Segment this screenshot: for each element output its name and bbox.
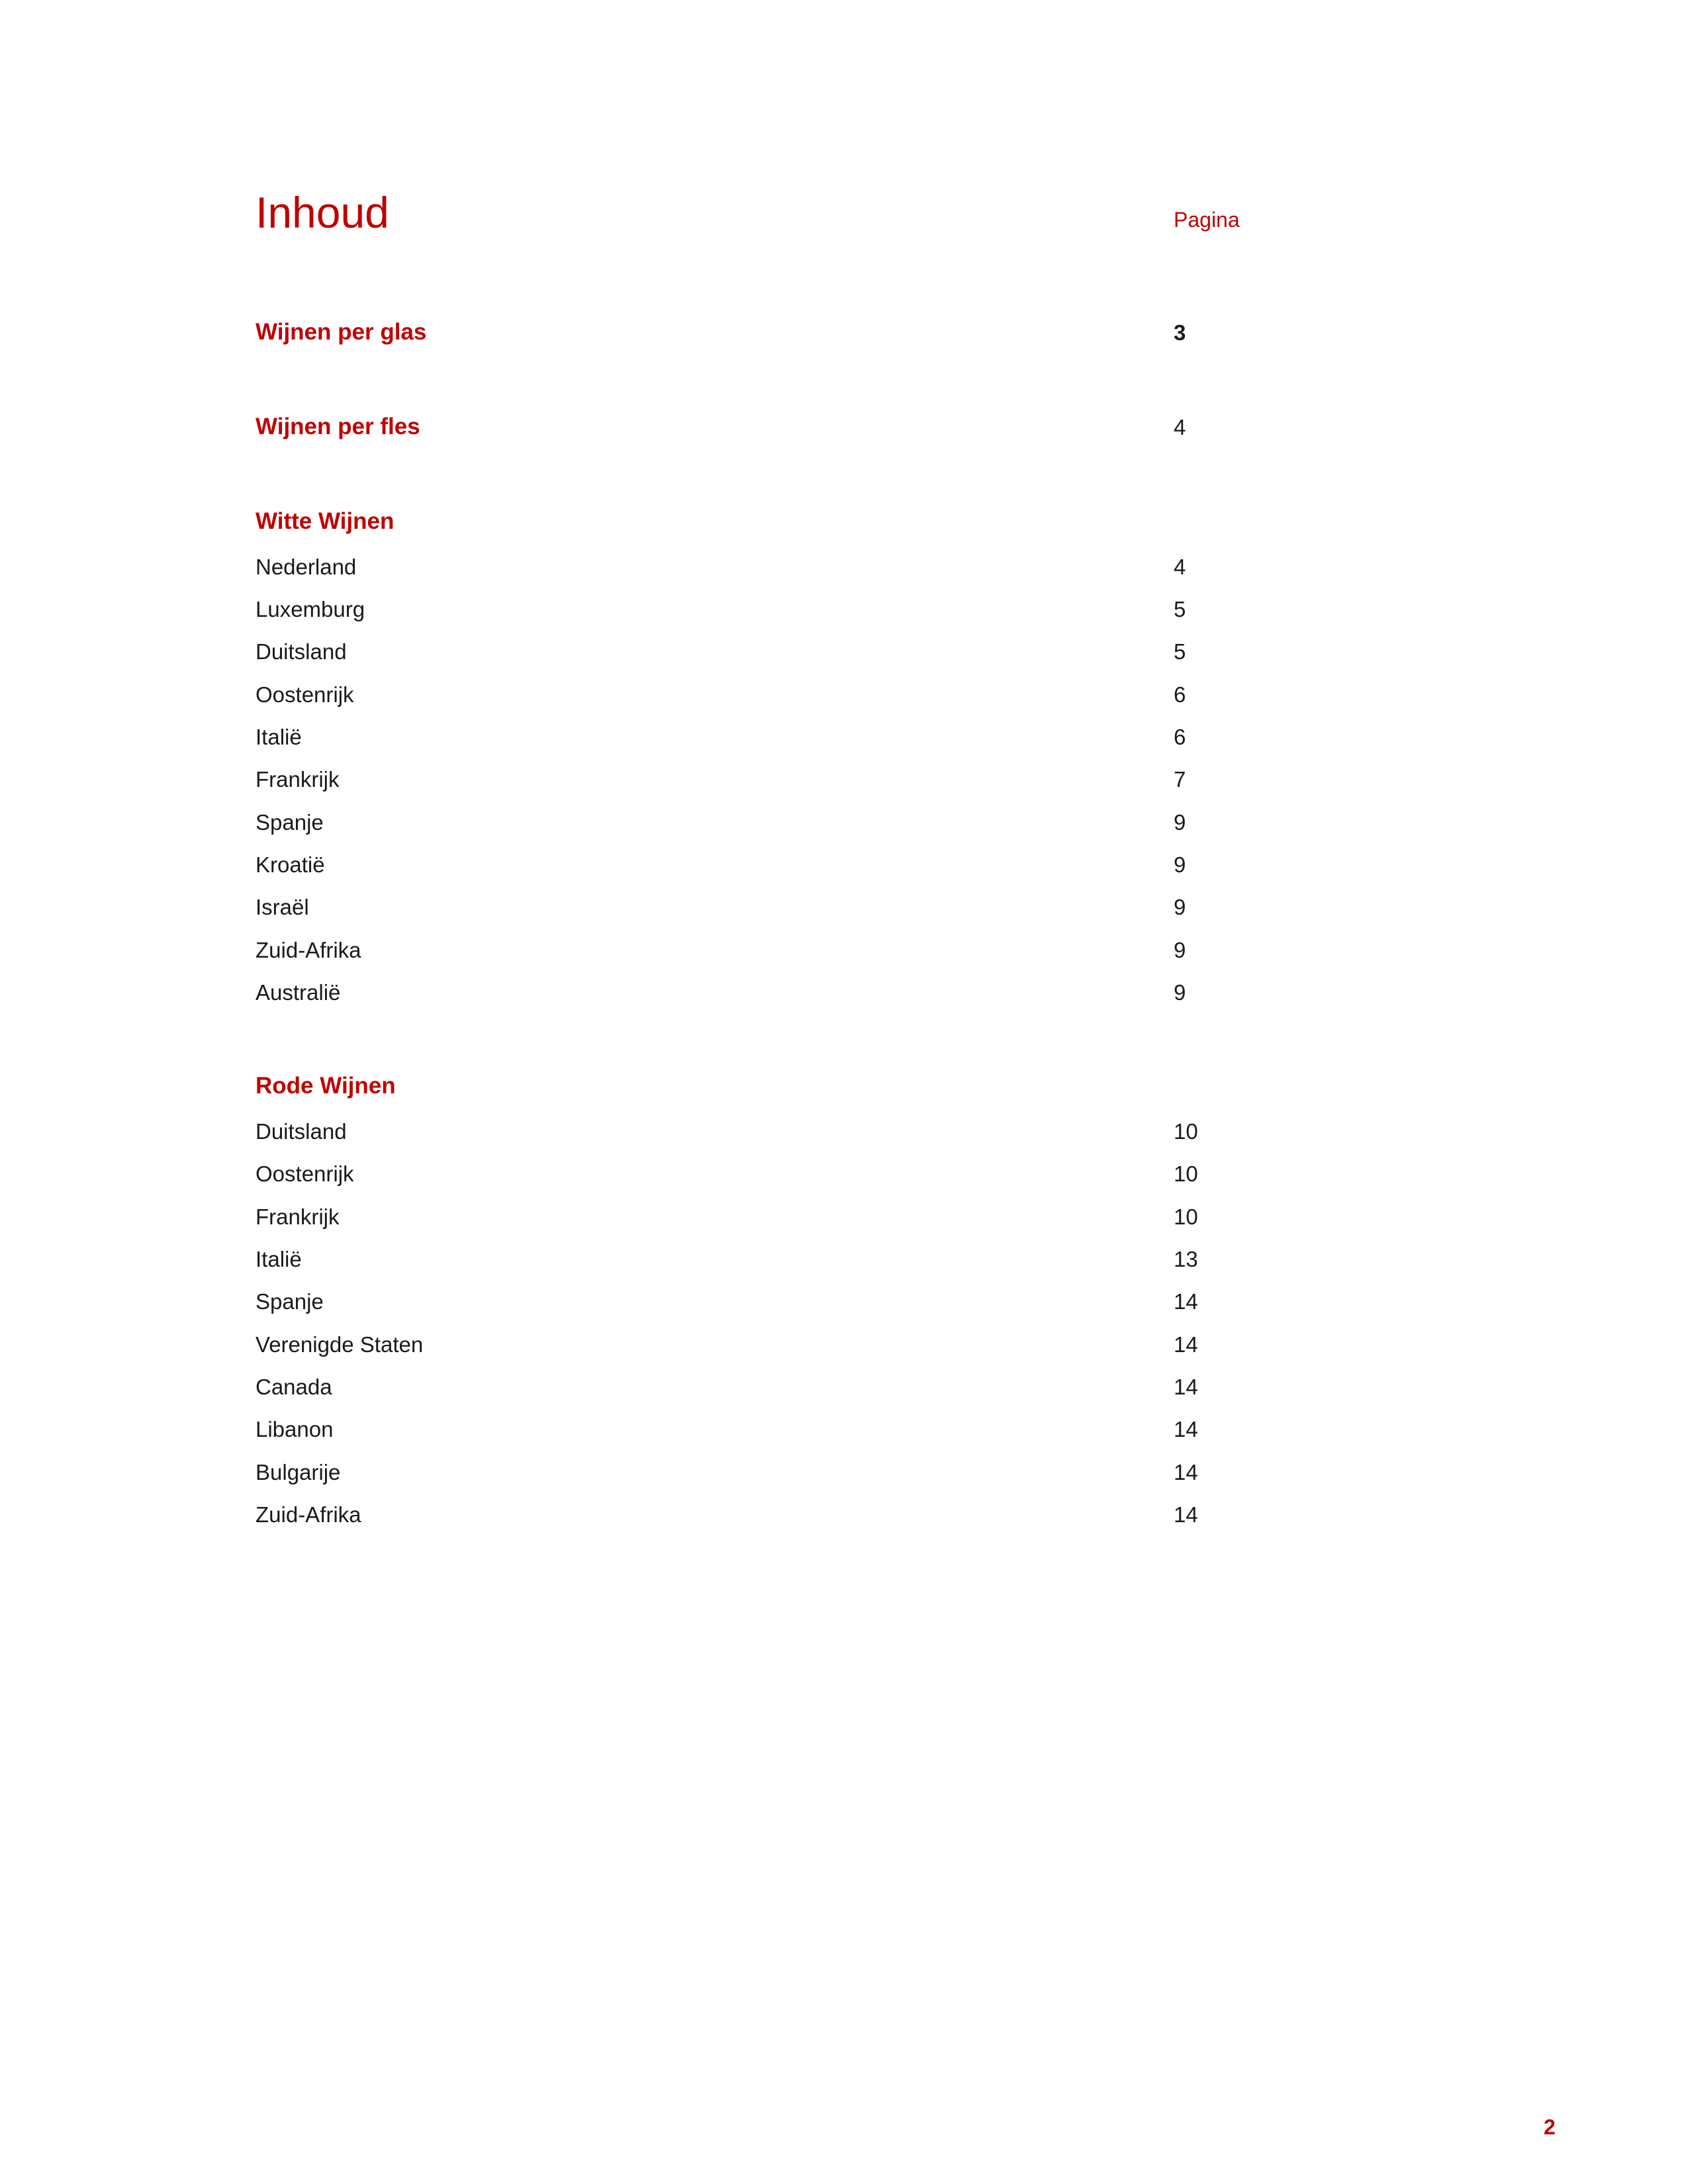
toc-entry-label[interactable]: Australië	[256, 980, 341, 1005]
toc-entry-page: 6	[1174, 682, 1186, 707]
toc-entry-label[interactable]: Luxemburg	[256, 597, 365, 621]
toc-heading-rode-wijnen[interactable]: Rode Wijnen	[256, 1073, 396, 1099]
toc-entry-label[interactable]: Bulgarije	[256, 1460, 341, 1484]
toc-entry-label[interactable]: Spanje	[256, 810, 324, 835]
toc-entry-label[interactable]: Canada	[256, 1375, 332, 1399]
toc-entry-page: 14	[1174, 1375, 1198, 1399]
toc-entry-label[interactable]: Frankrijk	[256, 1205, 340, 1229]
toc-entry-page: 13	[1174, 1247, 1198, 1271]
toc-entry-page: 4	[1174, 555, 1186, 579]
toc-entry-page: 10	[1174, 1161, 1198, 1186]
toc-entry-page: 10	[1174, 1119, 1198, 1144]
toc-entry-label[interactable]: Spanje	[256, 1289, 324, 1314]
toc-entry-label[interactable]: Frankrijk	[256, 767, 340, 792]
toc-section-page: 3	[1174, 320, 1186, 345]
toc-entry-page: 5	[1174, 597, 1186, 621]
toc-entry-page: 10	[1174, 1205, 1198, 1229]
toc-entry-page: 9	[1174, 980, 1186, 1005]
toc-section-page: 4	[1174, 415, 1186, 439]
toc-heading-witte-wijnen[interactable]: Witte Wijnen	[256, 508, 395, 534]
toc-entry-label[interactable]: Israël	[256, 895, 309, 919]
toc-entry-label[interactable]: Zuid-Afrika	[256, 1502, 361, 1527]
toc-entry-page: 5	[1174, 639, 1186, 664]
toc-entry-page: 6	[1174, 725, 1186, 749]
toc-entry-label[interactable]: Duitsland	[256, 1119, 347, 1144]
toc-entry-page: 9	[1174, 895, 1186, 919]
toc-section-wijnen-per-glas[interactable]: Wijnen per glas	[256, 319, 427, 345]
toc-entry-page: 9	[1174, 938, 1186, 962]
toc-entry-label[interactable]: Kroatië	[256, 852, 325, 877]
toc-section-wijnen-per-fles[interactable]: Wijnen per fles	[256, 414, 420, 439]
toc-entry-label[interactable]: Duitsland	[256, 639, 347, 664]
toc-entry-page: 14	[1174, 1460, 1198, 1484]
footer-page-number: 2	[1544, 2115, 1556, 2139]
toc-entry-label[interactable]: Libanon	[256, 1417, 334, 1441]
toc-entry-label[interactable]: Italië	[256, 1247, 302, 1271]
toc-entry-label[interactable]: Oostenrijk	[256, 1161, 354, 1186]
page-column-label: Pagina	[1174, 208, 1240, 232]
toc-entry-label[interactable]: Zuid-Afrika	[256, 938, 361, 962]
toc-title: Inhoud	[256, 188, 389, 237]
toc-entry-page: 9	[1174, 852, 1186, 877]
toc-entry-label[interactable]: Italië	[256, 725, 302, 749]
toc-entry-page: 14	[1174, 1289, 1198, 1314]
toc-entry-label[interactable]: Oostenrijk	[256, 682, 354, 707]
toc-entry-page: 14	[1174, 1502, 1198, 1527]
toc-entry-label[interactable]: Verenigde Staten	[256, 1332, 424, 1357]
toc-entry-page: 7	[1174, 767, 1186, 792]
toc-entry-page: 14	[1174, 1417, 1198, 1441]
toc-entry-label[interactable]: Nederland	[256, 555, 357, 579]
toc-entry-page: 9	[1174, 810, 1186, 835]
toc-entry-page: 14	[1174, 1332, 1198, 1357]
